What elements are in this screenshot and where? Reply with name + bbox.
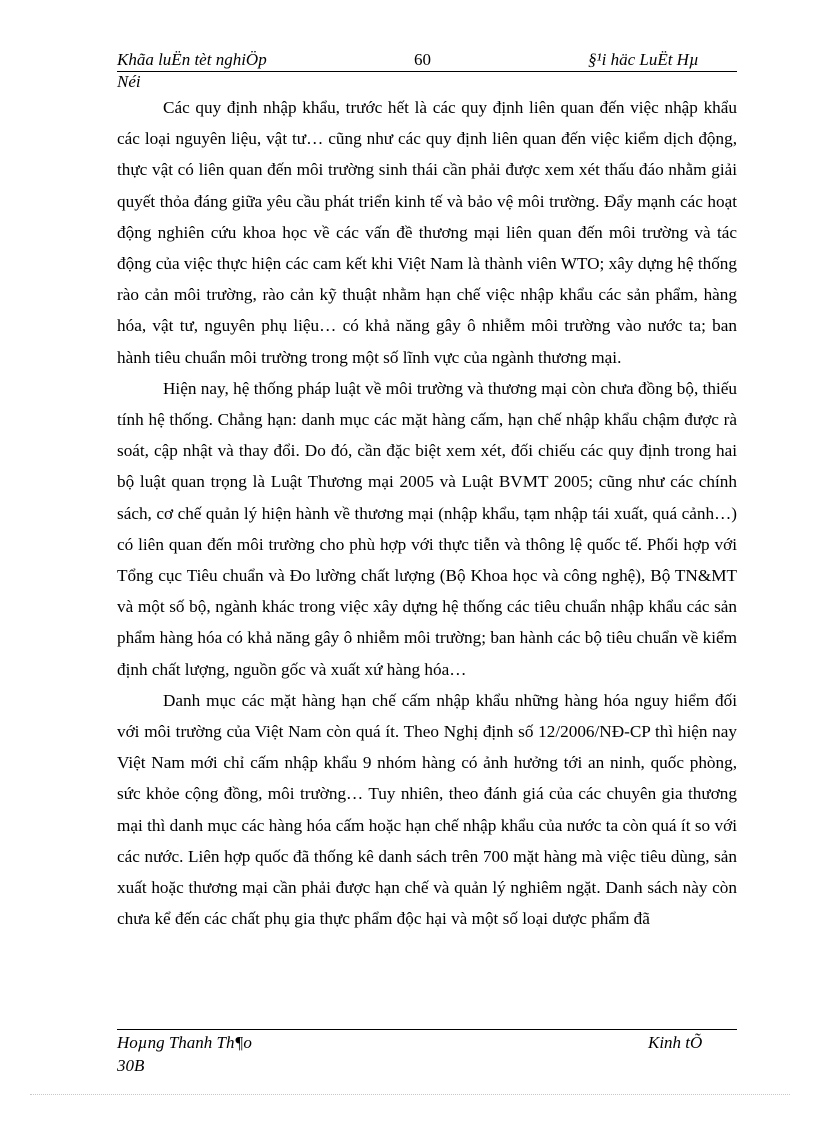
footer-author-name: Hoµng Thanh Th¶o — [117, 1033, 252, 1052]
footer-faculty: Kinh tÕ — [648, 1033, 703, 1052]
header-university-name-continued: Néi — [117, 72, 141, 91]
body-paragraph-3: Danh mục các mặt hàng hạn chế cấm nhập khẩu những hàng hóa nguy hiểm đối với môi trường của Việt Nam còn quá ít. Theo Nghị định số 12/2006/NĐ-CP thì hiện nay Việt Nam mới chỉ cấm nhập khẩu 9 nhóm hàng có ảnh hưởng tới an ninh, quốc phòng, sức khỏe cộng đồng, môi trường… Tuy nhiên, theo đánh giá của các chuyên gia thương mại thì danh mục các hàng hóa cấm hoặc hạn chế nhập khẩu của nước ta còn quá ít so với các nước. Liên hợp quốc đã thống kê danh sách trên 700 mặt hàng mà việc tiêu dùng, sản xuất hoặc thương mại cần phải được hạn chế và quản lý nghiêm ngặt. Danh sách này còn chưa kể đến các chất phụ gia thực phẩm độc hại và một số loại dược phẩm đã — [117, 690, 737, 929]
body-paragraph-2: Hiện nay, hệ thống pháp luật về môi trường và thương mại còn chưa đồng bộ, thiếu tính hệ thống. Chẳng hạn: danh mục các mặt hàng cấm, hạn chế nhập khẩu chậm được rà soát, cập nhật và thay đổi. Do đó, cần đặc biệt xem xét, đối chiếu các quy định trong hai bộ luật quan trọng là Luật Thương mại 2005 và Luật BVMT 2005; cũng như các chính sách, cơ chế quản lý hiện hành về thương mại (nhập khẩu, tạm nhập tái xuất, quá cảnh…) có liên quan đến môi trường cho phù hợp với thực tiễn và thông lệ quốc tế. Phối hợp với Tổng cục Tiêu chuẩn và Đo lường chất lượng (Bộ Khoa học và công nghệ), Bộ TN&MT và một số bộ, ngành khác trong việc xây dựng hệ thống các tiêu chuẩn nhập khẩu các sản phẩm hàng hóa có khả năng gây ô nhiễm môi trường; ban hành các bộ tiêu chuẩn về kiểm định chất lượng, nguồn gốc và xuất xứ hàng hóa… — [117, 378, 737, 679]
header-university-name: §¹i häc LuËt Hµ — [588, 50, 699, 69]
footer-divider — [117, 1029, 737, 1030]
document-body — [117, 92, 737, 934]
footer-class: 30B — [117, 1056, 145, 1075]
body-paragraph-1: Các quy định nhập khẩu, trước hết là các quy định liên quan đến việc nhập khẩu các loại nguyên liệu, vật tư… cũng như các quy định liên quan đến việc kiểm dịch động, thực vật có liên quan đến môi trường sinh thái cần phải được xem xét thấu đáo nhằm giải quyết thỏa đáng giữa yêu cầu phát triển kinh tế và bảo vệ môi trường. Đẩy mạnh các hoạt động nghiên cứu khoa học về các vấn đề thương mại liên quan đến môi trường và tác động của việc thực hiện các cam kết khi Việt Nam là thành viên WTO; xây dựng hệ thống rào cản môi trường, rào cản kỹ thuật nhằm hạn chế việc nhập khẩu các sản phẩm, hàng hóa, vật tư, nguyên phụ liệu… có khả năng gây ô nhiễm môi trường vào nước ta; ban hành tiêu chuẩn môi trường trong một số lĩnh vực của ngành thương mại. — [117, 98, 737, 367]
page-number: 60 — [414, 50, 431, 69]
page-bottom-edge — [30, 1094, 790, 1095]
header-thesis-title: Khãa luËn tèt nghiÖp — [117, 50, 267, 69]
header-divider — [117, 71, 737, 72]
